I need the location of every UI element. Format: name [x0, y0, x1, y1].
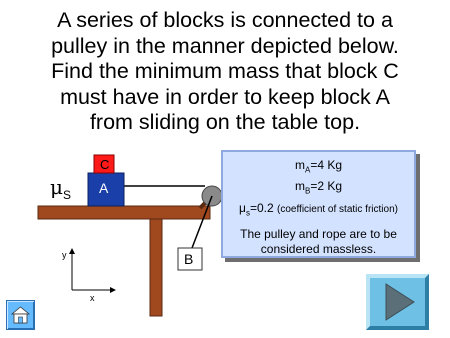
problem-line: Find the minimum mass that block C — [51, 59, 399, 84]
massless-note — [223, 227, 414, 257]
friction-sub: s — [245, 208, 250, 218]
note-line: The pulley and rope are to be — [240, 227, 397, 242]
y-axis-label: y — [62, 250, 67, 260]
mass-b-line — [223, 178, 414, 199]
table-leg — [150, 218, 162, 316]
mu-subscript: S — [63, 188, 72, 202]
block-b-label: B — [184, 251, 194, 267]
problem-line: A series of blocks is connected to a — [57, 8, 393, 32]
problem-line: must have in order to keep block A — [60, 84, 390, 109]
block-c-label: C — [100, 157, 110, 172]
next-slide-button[interactable] — [366, 274, 429, 330]
mass-a-sub: A — [304, 165, 311, 175]
mass-b-sub: B — [304, 186, 311, 196]
block-a-label: A — [99, 180, 109, 196]
friction-prefix: μ — [239, 200, 246, 215]
friction-note: (coefficient of static friction) — [276, 203, 398, 215]
mass-b-prefix: m — [294, 179, 305, 194]
problem-line: from sliding on the table top. — [89, 110, 361, 135]
problem-line: pulley in the manner depicted below. — [51, 33, 399, 58]
y-axis-arrow — [69, 248, 75, 254]
given-values-panel — [221, 150, 416, 258]
note-line: considered massless. — [260, 242, 377, 257]
mass-a-prefix: m — [294, 158, 305, 172]
mass-a-line — [223, 157, 414, 178]
mu-symbol: μ — [50, 175, 63, 199]
friction-line — [223, 200, 414, 221]
mass-a-value: =4 Kg — [310, 158, 343, 172]
x-axis-label: x — [90, 293, 95, 303]
mass-b-value: =2 Kg — [310, 179, 343, 194]
play-right-icon — [370, 278, 425, 326]
friction-value: =0.2 — [249, 200, 274, 215]
home-icon — [7, 301, 34, 329]
friction-coefficient-label — [50, 175, 71, 202]
table-top — [38, 206, 210, 219]
x-axis-arrow — [110, 287, 116, 293]
home-button[interactable] — [6, 300, 35, 330]
